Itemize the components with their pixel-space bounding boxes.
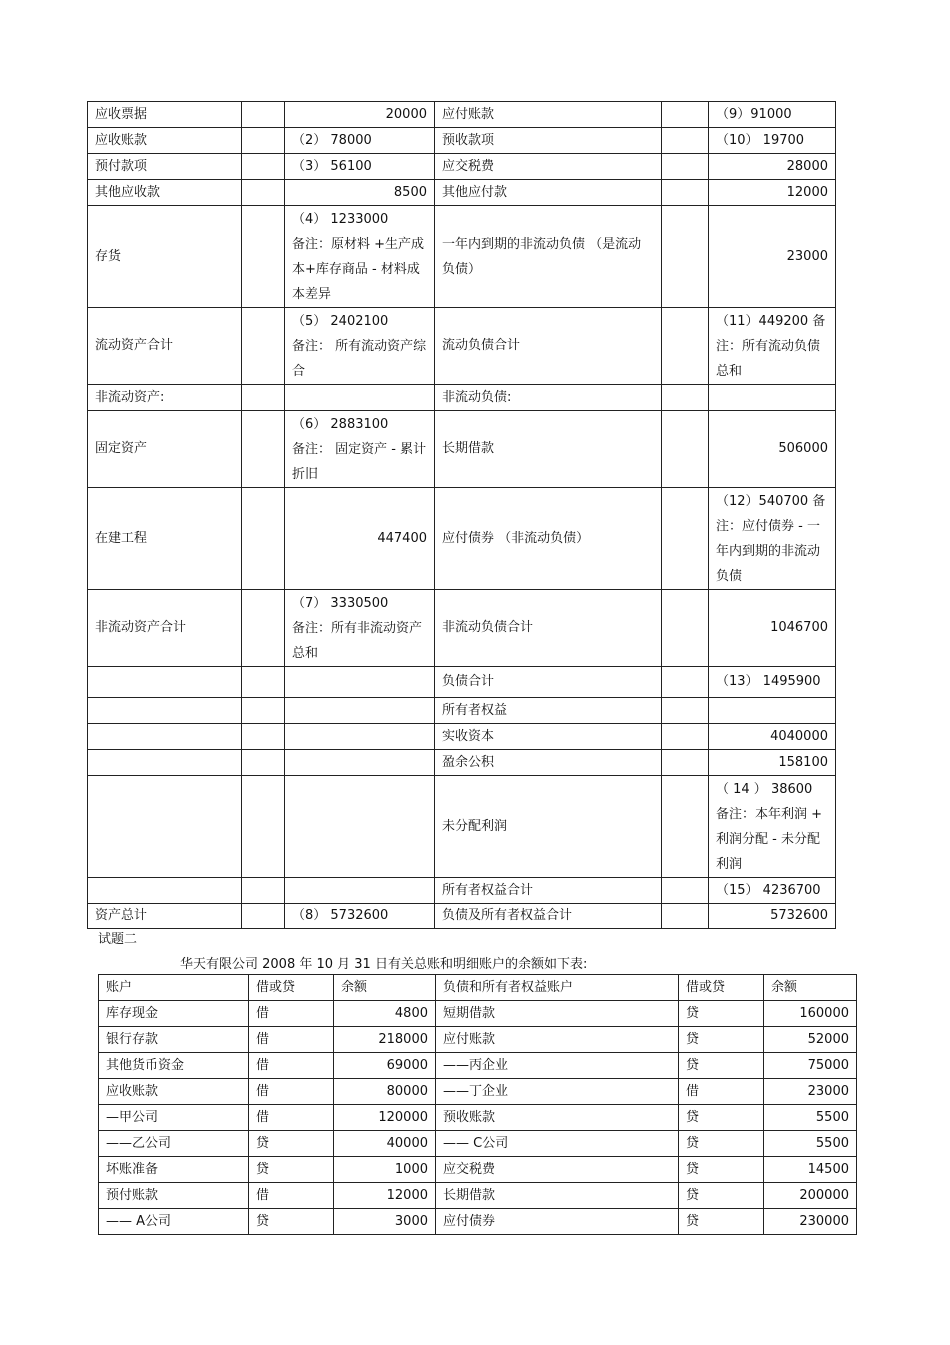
cell: 8500 — [285, 180, 435, 206]
cell: 应付账款 — [436, 1027, 679, 1053]
cell: 坏账准备 — [99, 1157, 249, 1183]
cell — [709, 698, 836, 724]
table-row — [99, 1157, 857, 1183]
table-row — [88, 488, 836, 590]
cell-note: （4） 1233000 备注：原材料 +生产成本+库存商品 - 材料成本差异 — [285, 206, 435, 308]
cell: 非流动负债: — [435, 385, 662, 411]
cell: （9）91000 — [709, 102, 836, 128]
account-balance-table — [98, 974, 857, 1235]
cell: 预收账款 — [436, 1105, 679, 1131]
cell: 贷 — [679, 1053, 764, 1079]
cell — [242, 385, 285, 411]
table-row — [88, 776, 836, 878]
table-row — [99, 1001, 857, 1027]
table-row — [99, 1209, 857, 1235]
cell: 447400 — [285, 488, 435, 590]
cell: 非流动资产: — [88, 385, 242, 411]
cell: 贷 — [679, 1157, 764, 1183]
cell: 贷 — [679, 1105, 764, 1131]
cell: 非流动负债合计 — [435, 590, 662, 667]
cell — [285, 385, 435, 411]
cell: 230000 — [764, 1209, 857, 1235]
cell-note: （11）449200 备注：所有流动负债总和 — [709, 308, 836, 385]
cell: 4800 — [334, 1001, 436, 1027]
cell — [662, 180, 709, 206]
cell: 流动负债合计 — [435, 308, 662, 385]
cell — [242, 590, 285, 667]
cell: 存货 — [88, 206, 242, 308]
cell: 贷 — [679, 1027, 764, 1053]
cell — [662, 590, 709, 667]
cell: 贷 — [679, 1131, 764, 1157]
cell: 贷 — [249, 1131, 334, 1157]
cell: —甲公司 — [99, 1105, 249, 1131]
cell — [662, 724, 709, 750]
cell: 贷 — [679, 1209, 764, 1235]
table-row — [88, 590, 836, 667]
cell: 3000 — [334, 1209, 436, 1235]
cell: 40000 — [334, 1131, 436, 1157]
table-row — [99, 1105, 857, 1131]
cell: 应收账款 — [99, 1079, 249, 1105]
cell-note: （ 14 ） 38600 备注：本年利润 + 利润分配 - 未分配利润 — [709, 776, 836, 878]
cell: 长期借款 — [435, 411, 662, 488]
table-row — [88, 904, 836, 929]
table-row — [88, 180, 836, 206]
cell: 应收票据 — [88, 102, 242, 128]
cell: 所有者权益合计 — [435, 878, 662, 904]
cell-note: （5） 2402100 备注： 所有流动资产综合 — [285, 308, 435, 385]
cell: 预付账款 — [99, 1183, 249, 1209]
cell — [242, 488, 285, 590]
cell — [88, 724, 242, 750]
cell — [88, 750, 242, 776]
table-row — [88, 154, 836, 180]
cell — [242, 128, 285, 154]
cell: 贷 — [249, 1157, 334, 1183]
cell: 218000 — [334, 1027, 436, 1053]
column-header: 借或贷 — [249, 975, 334, 1001]
table-row — [99, 1183, 857, 1209]
cell: —— C公司 — [436, 1131, 679, 1157]
cell: （10） 19700 — [709, 128, 836, 154]
cell: 非流动资产合计 — [88, 590, 242, 667]
cell: 借 — [249, 1053, 334, 1079]
cell: 负债及所有者权益合计 — [435, 904, 662, 929]
table-row — [88, 308, 836, 385]
cell — [662, 411, 709, 488]
cell: 200000 — [764, 1183, 857, 1209]
cell: ——乙公司 — [99, 1131, 249, 1157]
table-row — [88, 411, 836, 488]
cell: 506000 — [709, 411, 836, 488]
cell: ——丙企业 — [436, 1053, 679, 1079]
column-header: 借或贷 — [679, 975, 764, 1001]
cell: 贷 — [249, 1209, 334, 1235]
cell: 在建工程 — [88, 488, 242, 590]
cell: 借 — [249, 1183, 334, 1209]
cell: ——丁企业 — [436, 1079, 679, 1105]
cell — [285, 698, 435, 724]
cell — [242, 904, 285, 929]
cell — [662, 308, 709, 385]
cell: 贷 — [679, 1183, 764, 1209]
cell — [285, 750, 435, 776]
cell: 借 — [249, 1001, 334, 1027]
cell: 28000 — [709, 154, 836, 180]
table-row — [88, 102, 836, 128]
cell — [242, 411, 285, 488]
cell — [662, 154, 709, 180]
cell: 未分配利润 — [435, 776, 662, 878]
cell — [662, 904, 709, 929]
cell: （15） 4236700 — [709, 878, 836, 904]
cell: 盈余公积 — [435, 750, 662, 776]
cell — [88, 698, 242, 724]
cell: 所有者权益 — [435, 698, 662, 724]
table-row — [88, 206, 836, 308]
table-row — [99, 1131, 857, 1157]
cell: —— A公司 — [99, 1209, 249, 1235]
cell: 14500 — [764, 1157, 857, 1183]
table-row — [99, 1053, 857, 1079]
cell: 12000 — [709, 180, 836, 206]
cell: 借 — [679, 1079, 764, 1105]
table-header-row — [99, 975, 857, 1001]
cell: 23000 — [709, 206, 836, 308]
cell: 预付款项 — [88, 154, 242, 180]
cell: 应付债券 （非流动负债） — [435, 488, 662, 590]
cell: 其他货币资金 — [99, 1053, 249, 1079]
cell: 银行存款 — [99, 1027, 249, 1053]
cell-note: （6） 2883100 备注： 固定资产 - 累计折旧 — [285, 411, 435, 488]
cell: 20000 — [285, 102, 435, 128]
column-header: 负债和所有者权益账户 — [436, 975, 679, 1001]
column-header: 余额 — [334, 975, 436, 1001]
cell: 应付账款 — [435, 102, 662, 128]
cell: 其他应收款 — [88, 180, 242, 206]
cell: 一年内到期的非流动负债 （是流动负债） — [435, 206, 662, 308]
cell: （8） 5732600 — [285, 904, 435, 929]
column-header: 余额 — [764, 975, 857, 1001]
cell: 固定资产 — [88, 411, 242, 488]
cell: 实收资本 — [435, 724, 662, 750]
cell: 流动资产合计 — [88, 308, 242, 385]
cell — [285, 878, 435, 904]
table-row — [88, 878, 836, 904]
cell: 应付债券 — [436, 1209, 679, 1235]
cell: 160000 — [764, 1001, 857, 1027]
cell — [662, 698, 709, 724]
cell: 贷 — [679, 1001, 764, 1027]
table-row — [99, 1079, 857, 1105]
cell — [242, 154, 285, 180]
section-title: 试题二 — [98, 932, 138, 947]
section-intro: 华天有限公司 2008 年 10 月 31 日有关总账和明细账户的余额如下表: — [180, 957, 588, 972]
cell — [662, 385, 709, 411]
cell — [88, 776, 242, 878]
cell: 52000 — [764, 1027, 857, 1053]
cell — [662, 776, 709, 878]
cell — [242, 776, 285, 878]
cell: （3） 56100 — [285, 154, 435, 180]
cell — [662, 667, 709, 698]
cell: 1000 — [334, 1157, 436, 1183]
table-row — [88, 385, 836, 411]
cell — [285, 724, 435, 750]
cell: 80000 — [334, 1079, 436, 1105]
cell — [242, 750, 285, 776]
cell: 5500 — [764, 1131, 857, 1157]
cell: 短期借款 — [436, 1001, 679, 1027]
cell: 应收账款 — [88, 128, 242, 154]
cell: 120000 — [334, 1105, 436, 1131]
cell: 158100 — [709, 750, 836, 776]
cell — [662, 750, 709, 776]
cell: 12000 — [334, 1183, 436, 1209]
cell: 69000 — [334, 1053, 436, 1079]
cell — [709, 385, 836, 411]
cell: 预收款项 — [435, 128, 662, 154]
cell: 应交税费 — [436, 1157, 679, 1183]
table-row — [88, 750, 836, 776]
cell — [242, 206, 285, 308]
cell: 资产总计 — [88, 904, 242, 929]
cell: （2） 78000 — [285, 128, 435, 154]
cell: 负债合计 — [435, 667, 662, 698]
cell — [662, 102, 709, 128]
cell: 5500 — [764, 1105, 857, 1131]
cell — [662, 128, 709, 154]
cell: 长期借款 — [436, 1183, 679, 1209]
cell: 75000 — [764, 1053, 857, 1079]
column-header: 账户 — [99, 975, 249, 1001]
cell — [88, 878, 242, 904]
cell: 借 — [249, 1079, 334, 1105]
cell — [242, 698, 285, 724]
cell: （13） 1495900 — [709, 667, 836, 698]
cell — [242, 878, 285, 904]
cell-note: （7） 3330500 备注：所有非流动资产总和 — [285, 590, 435, 667]
cell: 5732600 — [709, 904, 836, 929]
cell: 借 — [249, 1105, 334, 1131]
cell: 4040000 — [709, 724, 836, 750]
cell: 23000 — [764, 1079, 857, 1105]
cell — [242, 102, 285, 128]
cell: 库存现金 — [99, 1001, 249, 1027]
cell: 1046700 — [709, 590, 836, 667]
cell — [662, 206, 709, 308]
cell — [662, 488, 709, 590]
cell — [242, 667, 285, 698]
cell — [285, 776, 435, 878]
cell: 应交税费 — [435, 154, 662, 180]
cell: 其他应付款 — [435, 180, 662, 206]
cell-note: （12）540700 备注：应付债券 - 一年内到期的非流动负债 — [709, 488, 836, 590]
balance-sheet-table — [87, 101, 836, 929]
cell — [242, 724, 285, 750]
cell: 借 — [249, 1027, 334, 1053]
cell — [242, 180, 285, 206]
cell — [242, 308, 285, 385]
table-row — [88, 724, 836, 750]
table-row — [88, 698, 836, 724]
table-row — [99, 1027, 857, 1053]
cell — [285, 667, 435, 698]
table-row — [88, 667, 836, 698]
cell — [88, 667, 242, 698]
table-row — [88, 128, 836, 154]
cell — [662, 878, 709, 904]
